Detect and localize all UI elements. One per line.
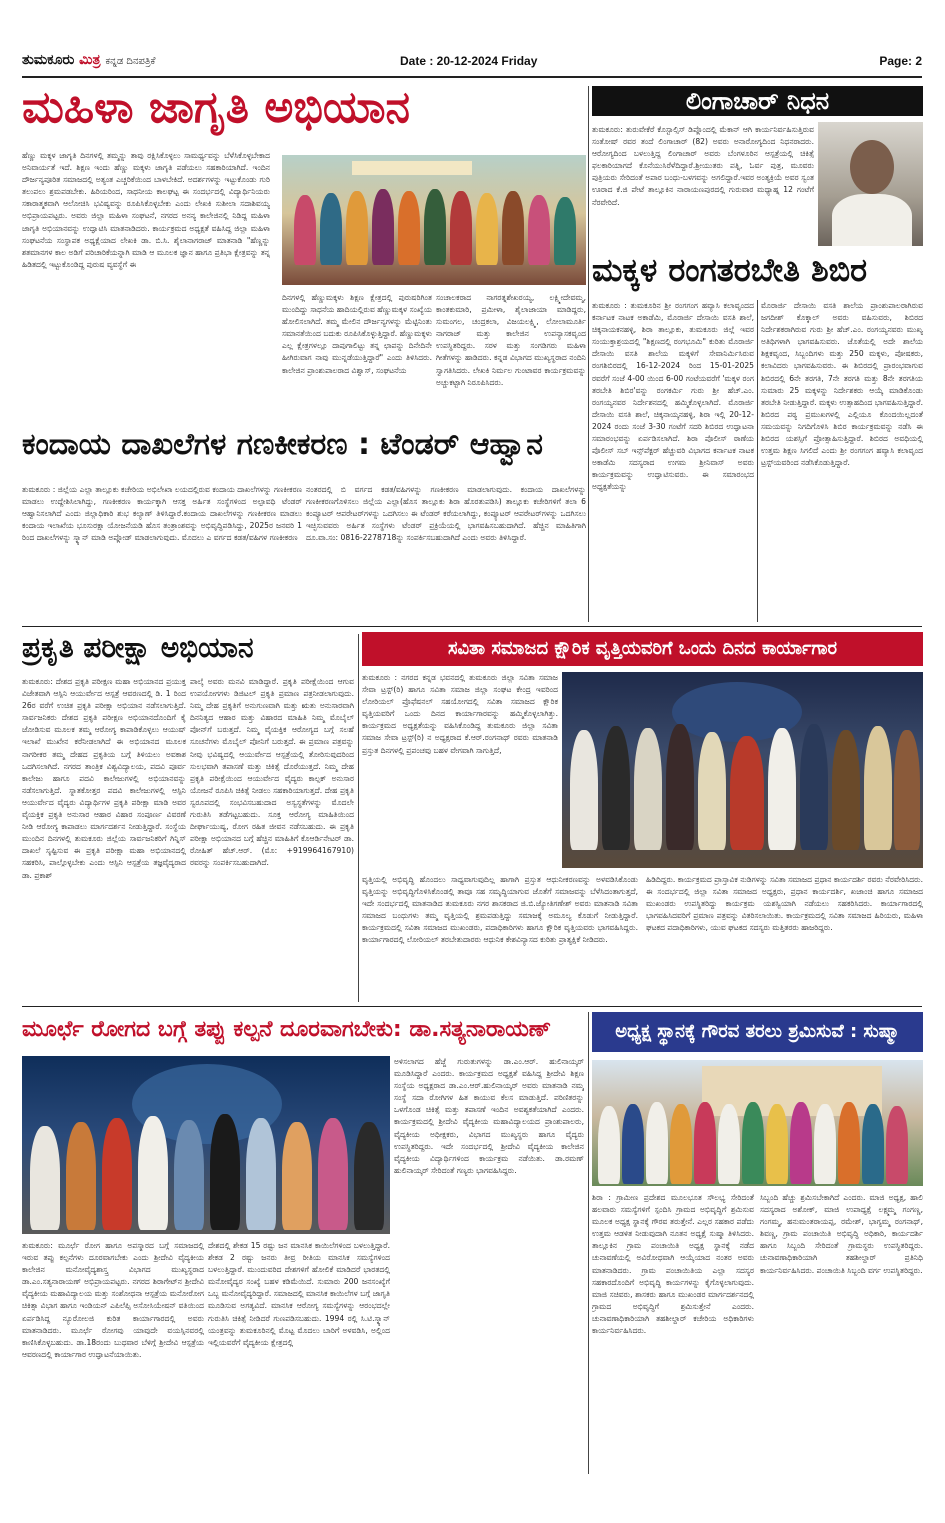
logo-accent: ಮಿತ್ರ: [79, 52, 101, 68]
moorchhe-col2: ದೇಶದಲ್ಲಿ ಶೇಕಡ 15 ರಷ್ಟು ಜನ ಮಾನಸಿಕ ಕಾಯಿಲೆಗಳಿಂದ ಬಳಲುತ್ತಿದ್ದಾರೆ. ಶೇಕಡ 2 ರಷ್ಟು ಜನರು ತೀವ್ರ ರೀತಿಯ ಮಾನಸಿಕ ಸಮಸ್ಯೆಗಳಿಂದ ಬಳಲುತ್ತಿದ್ದಾರೆ. ಮುಂದುವರಿದ ದೇಶಗಳಿಗೆ ಹೋಲಿಕೆ ಮಾಡಿದರೆ ಭಾರತದಲ್ಲಿ ಮನೋವೈದ್ಯರ ಸಂಖ್ಯೆ ಬಹಳ ಕಡಿಮೆಯಿದೆ. ಸುಮಾರು 200 ಜನಸಂಖ್ಯೆಗೆ ಒಬ್ಬ ಮನೋವೈದ್ಯರಿದ್ದಾರೆ. ಸಮಾಜದಲ್ಲಿ ಮಾನಸಿಕ ಕಾಯಿಲೆಗಳ ಬಗ್ಗೆ ಜಾಗೃತಿ ಮೂಡಿಸುವ ಅಗತ್ಯವಿದೆ. ಮಾನಸಿಕ ಆರೋಗ್ಯ ಸಮಸ್ಯೆಗಳನ್ನು ಆರಂಭದಲ್ಲೇ ಗುರುತಿಸಿ ಚಿಕಿತ್ಸೆ ನೀಡಿದರೆ ಗುಣಪಡಿಸಬಹುದು. 1994 ರಲ್ಲಿ ಸಿ.ಟಿ.ಸ್ಕ್ಯಾನ್ ಯಂತ್ರವನ್ನು ತುಮಕೂರಿನಲ್ಲಿ ಮೊಟ್ಟ ಮೊದಲು ಬಾರಿಗೆ ಅಳವಡಿಸಿ, ಅಲ್ಲಿಂದ ಇಲ್ಲಿಯವರೆಗೆ ವೈದ್ಯಕೀಯ ಕ್ಷೇತ್ರದಲ್ಲಿ: [208, 1241, 390, 1347]
savitha-col-top: ತುಮಕೂರು : ನಗರದ ಕನ್ನಡ ಭವನದಲ್ಲಿ ತುಮಕೂರು ಜಿಲ್ಲಾ ಸವಿತಾ ಸಮಾಜ ಸೇವಾ ಟ್ರಸ್ಟ್(ರಿ) ಹಾಗೂ ಸವಿತಾ ಸಮಾಜ ಜಿಲ್ಲಾ ಸಂಘಟ ಕೇಂದ್ರ ಇವರಿಂದ ಲೋರಿಯಲ್ ಪ್ರೊಫೆಷನಲ್ ಸಹಯೋಗದಲ್ಲಿ ಸವಿತಾ ಸಮಾಜದ ಕ್ಷೌರಿಕ ವೃತ್ತಿಯವರಿಗೆ ಒಂದು ದಿನದ ಕಾರ್ಯಾಗಾರವನ್ನು ಹಮ್ಮಿಕೊಳ್ಳಲಾಗಿತ್ತು. ಕಾರ್ಯಕ್ರಮದ ಅಧ್ಯಕ್ಷತೆಯನ್ನು ವಹಿಸಿಕೊಂಡಿದ್ದ ತುಮಕೂರು ಜಿಲ್ಲಾ ಸವಿತಾ ಸಮಾಜ ಸೇವಾ ಟ್ರಸ್ಟ್(ರಿ) ನ ಅಧ್ಯಕ್ಷರಾದ ಕೆ.ಆರ್.ರಂಗನಾಥ್ ರವರು ಮಾತನಾಡಿ ಪ್ರಸ್ತುತ ದಿನಗಳಲ್ಲಿ ಪ್ರಪಂಚವು ಬಹಳ ವೇಗವಾಗಿ ಸಾಗುತ್ತಿದೆ,: [362, 673, 558, 755]
sushma-col2: ಸಿಬ್ಬಂದಿ ಹೆಚ್ಚು ಶ್ರಮಿಸಬೇಕಾಗಿದೆ ಎಂದರು. ಮಾಜಿ ಅಧ್ಯಕ್ಷ, ಹಾಲಿ ಸದಸ್ಯರಾದ ಅಶೋಕ್, ಮಾಜಿ ಉಪಾಧ್ಯಕ್ಷೆ ಲಕ್ಷ್ಮಮ್ಮ ಗಂಗಣ್ಣ, ಗಂಗಮ್ಮ, ಹನುಮಂತರಾಯಪ್ಪ, ರಮೇಶ್, ಭಾಗ್ಯಮ್ಮ ರಂಗನಾಥ್, ಶಿವಣ್ಣ, ಗ್ರಾಮ ಪಂಚಾಯಿತಿ ಅಭಿವೃದ್ಧಿ ಅಧಿಕಾರಿ, ಕಾರ್ಯದರ್ಶಿ ಹಾಗೂ ಸಿಬ್ಬಂದಿ ಸೇರಿದಂತೆ ಗ್ರಾಮಸ್ಥರು ಉಪಸ್ಥಿತರಿದ್ದರು. ಚುನಾವಣಾಧಿಕಾರಿಯಾಗಿ ತಹಶೀಲ್ದಾರ್ ಪ್ರತಿನಿಧಿ ಕಾರ್ಯನಿರ್ವಹಿಸಿದರು. ಪಂಚಾಯಿತಿ ಸಿಬ್ಬಂದಿ ವರ್ಗ ಉಪಸ್ಥಿತರಿದ್ದರು.: [760, 1193, 923, 1275]
masthead-logo: [22, 52, 155, 68]
moorchhe-col3: ಅಳಿಸಲಾಗದ ಹೆಜ್ಜೆ ಗುರುತುಗಳನ್ನು ಡಾ.ಎಂ.ಆರ್. ಹುಲಿನಾಯ್ಕರ್ ಮೂಡಿಸಿದ್ದಾರೆ ಎಂದರು. ಕಾರ್ಯಕ್ರಮದ ಅಧ್ಯಕ್ಷತೆ ವಹಿಸಿದ್ದ ಶ್ರೀದೇವಿ ಶಿಕ್ಷಣ ಸಂಸ್ಥೆಯ ಅಧ್ಯಕ್ಷರಾದ ಡಾ.ಎಂ.ಆರ್.ಹುಲಿನಾಯ್ಕರ್ ಅವರು ಮಾತನಾಡಿ ನಮ್ಮ ಸಂಸ್ಥೆ ಸದಾ ರೋಗಿಗಳ ಹಿತ ಕಾಯುವ ಕೆಲಸ ಮಾಡುತ್ತಿದೆ. ಪರಿಣಿತರನ್ನು ಒಳಗೊಂಡ ಚಿಕಿತ್ಸೆ ಮತ್ತು ತಪಾಸಣೆ ಇಂದಿನ ಅವಶ್ಯಕತೆಯಾಗಿದೆ ಎಂದರು. ಕಾರ್ಯಕ್ರಮದಲ್ಲಿ ಶ್ರೀದೇವಿ ವೈದ್ಯಕೀಯ ಮಹಾವಿದ್ಯಾಲಯದ ಪ್ರಾಂಶುಪಾಲರು, ವೈದ್ಯಕೀಯ ಅಧೀಕ್ಷಕರು, ವಿಭಾಗದ ಮುಖ್ಯಸ್ಥರು ಹಾಗೂ ವೈದ್ಯರು ಉಪಸ್ಥಿತರಿದ್ದರು. ಇದೇ ಸಂದರ್ಭದಲ್ಲಿ ಶ್ರೀದೇವಿ ವೈದ್ಯಕೀಯ ಕಾಲೇಜಿನ ವೈದ್ಯಕೀಯ ವಿದ್ಯಾರ್ಥಿಗಳಿಂದ ಕಾರ್ಯಕ್ರಮ ನಡೆಯಿತು. ಡಾ.ರಮಣ್ ಹುಲಿನಾಯ್ಕರ್ ಸೇರಿದಂತೆ ಗಣ್ಯರು ಭಾಗವಹಿಸಿದ್ದರು.: [394, 1057, 584, 1175]
kandaya-col1: ತುಮಕೂರು : ಜಿಲ್ಲೆಯ ಎಲ್ಲಾ ತಾಲ್ಲೂಕು ಕಚೇರಿಯ ಅಭಿಲೇಖಾ ಲಯದಲ್ಲಿರುವ ಕಂದಾಯ ದಾಖಲೆಗಳನ್ನು ಗಣಕೀಕರಣ ಮಾಡಲು ಉದ್ದೇಶಿಸಿಲಾಗಿದ್ದು, ಗಣಕೀಕರಣ ಕಾರ್ಯಕ್ಕಾಗಿ ಆಸಕ್ತ ಅರ್ಹಿತ ಸಂಸ್ಥೆಗಳಿಂದ ಅಲ್ಪಾವಧಿ ಟೆಂಡರ್ ಆಹ್ವಾನಿಸಲಾಗಿದೆ ಎಂದು ಜಿಲ್ಲಾಧಿಕಾರಿ ಶುಭ ಕಲ್ಯಾಣ್ ತಿಳಿಸಿದ್ದಾರೆ.ಕಂದಾಯ ದಾಖಲೆಗಳನ್ನು ಗಣಕೀಕರಣ ಮಾಡಲು ಕಂದಾಯ ಇಲಾಖೆಯ ಭೂಸುರಕ್ಷಾ ಯೋಜನೆಯಡಿ ಹೊಸ ತಂತ್ರಾಂಶವನ್ನು ಅಭಿವೃದ್ಧಿಪಡಿಸಿದ್ದು, 2025ರ ಜನವರಿ 1 ರಿಂದ ದಾಖಲೆಗಳನ್ನು ಸ್ಕ್ಯಾನ್ ಮಾಡಿ ಅಪ್ಲೋಡ್ ಮಾಡಲಾಗುವುದು. ಮೊದಲು ಎ ವರ್ಗದ ಕಡತ/ವಹಿಗಳ ಗಣಕೀಕರಣ: [22, 485, 302, 543]
logo-main: ತುಮಕೂರು: [22, 52, 75, 68]
ranga-headline: ಮಕ್ಕಳ ರಂಗತರಬೇತಿ ಶಿಬಿರ: [592, 254, 868, 289]
sushma-photo: [592, 1060, 923, 1186]
sushma-headline: ಅಧ್ಯಕ್ಷ ಸ್ಥಾನಕ್ಕೆ ಗೌರವ ತರಲು ಶ್ರಮಿಸುವೆ : ಸುಷ್ಮಾ: [592, 1012, 923, 1052]
mahila-col2: ದಿನಗಳಲ್ಲಿ ಹೆಣ್ಣುಮಕ್ಕಳು ಶಿಕ್ಷಣ ಕ್ಷೇತ್ರದಲ್ಲಿ ಪುರುಷರಿಗಿಂತ ಮುಂದಿದ್ದು ಸಾಧನೆಯ ಹಾದಿಯಲ್ಲಿರುವ ಹೆಣ್ಣುಮಕ್ಕಳ ಸಂಖ್ಯೆಯ ಹೋಲಿಸಲಾಗಿದೆ. ತಮ್ಮ ಮೇಲಿನ ದೌರ್ಜನ್ಯಗಳನ್ನು ಮೆಟ್ಟಿನಿಂತು ಸಮಾನತೆಯಿಂದ ಬದುಕು ರೂಪಿಸಿಕೊಳ್ಳುತ್ತಿದ್ದಾರೆ. ಹೆಣ್ಣುಮಕ್ಕಳು ಎಲ್ಲ ಕ್ಷೇತ್ರಗಳಲ್ಲೂ ದಾಪುಗಾಲಿಟ್ಟು ತನ್ನ ಛಾಪನ್ನು ದಿನೇದಿನೇ ಹೀಗಿರುವಾಗ ನಾವು ಮುನ್ನಡೆಯುತ್ತಿದ್ದಾರೆ" ಎಂದು ತಿಳಿಸಿದರು. ಕಾಲೇಜಿನ ಪ್ರಾಂಶುಪಾಲರಾದ ವಿಶ್ವಾಸ್, ಸಂಘಟನೆಯ: [282, 293, 432, 375]
lingachar-body: ತುಮಕೂರು: ತುರುವೇಕೆರೆ ಕೊಸ್ಟಾಲ್ಸಿಸ್ ಡಿಪ್ಲೊಂದಲ್ಲಿ ಮೆಕಾನ್ ಆಗಿ ಕಾರ್ಯನಿರ್ವಹಿಸುತ್ತಿರುವ ಸಂತೋಷ್ ರವರ ತಂದೆ ಲಿಂಗಾಚಾರ್ (82) ಅವರು ಅನಾರೋಗ್ಯದಿಂದ ನಿಧನರಾದರು. ಆರೋಗ್ಯದಿಂದ ಬಳಲುತ್ತಿದ್ದ ಲಿಂಗಾಚಾರ್ ಅವರು ಬೆಂಗಳೂರಿನ ಆಸ್ಪತ್ರೆಯಲ್ಲಿ ಚಿಕಿತ್ಸೆ ಫಲಕಾರಿಯಾಗದೆ ಕೊನೆಯುಸಿರೆಳೆದಿದ್ದಾರೆ.ಶ್ರೀಯುತರು ಪತ್ನಿ, ಓರ್ವ ಪುತ್ರ, ಮೂವರು ಪುತ್ರಿಯರು ಸೇರಿದಂತೆ ಅಪಾರ ಬಂಧು-ಬಳಗವನ್ನು ಅಗಲಿದ್ದಾರೆ.ಇವರ ಅಂತ್ಯಕ್ರಿಯೆ ಅವರ ಸ್ವಂತ ಊರಾದ ಕೆ.ಜಿ ಪೇಟೆ ತಾಲ್ಲೂಕಿನ ನಾರಾಯಣಪುರದಲ್ಲಿ ಗುರುವಾರ ಮಧ್ಯಾಹ್ನ 12 ಗಂಟೆಗೆ ನೆರವೇರಿದೆ.: [592, 125, 814, 207]
section-rule-1: [22, 626, 922, 627]
lingachar-headline: ಲಿಂಗಾಚಾರ್ ನಿಧನ: [592, 86, 923, 116]
prakruti-col2: ಪಾಲ್ಕೆ ಅವರು ಮನವಿ ಮಾಡಿದ್ದಾರೆ. ಪ್ರಕೃತಿ ಪರೀಕ್ಷೆಯಿಂದ ಆಗುವ ಉಪಯೋಗಗಳು ಡಿಜಿಟಲ್ ಪ್ರಕೃತಿ ಪ್ರಮಾಣ ಪತ್ರನೀಡಲಾಗುವುದು. ನಿಮ್ಮ ದೇಹ ಪ್ರಕೃತಿಗೆ ಅನುಗುಣವಾಗಿ ಮತ್ತು ಋತು ಅನುಸಾರವಾಗಿ ದಿನನಿತ್ಯದ ಆಹಾರ ಮತ್ತು ವಿಹಾರದ ಮಾಹಿತಿ ನಿಮ್ಮ ಮೊಬೈಲ್ ಪೋನ್‌ಗೆ ಬರುತ್ತದೆ. ನಿಮ್ಮ ವೈಯಕ್ತಿಕ ಆರೋಗ್ಯದ ಬಗ್ಗೆ ಸಲಹೆ ಸೂಚನೆಗಳು ಮೊಬೈಲ್ ಪೋನಿಗೆ ಬರುತ್ತದೆ. ಈ ಪ್ರಮಾಣ ಪತ್ರವನ್ನು ನೀವು ಭವಿಷ್ಯದಲ್ಲಿ ಆಯುರ್ವೇದ ಆಸ್ಪತ್ರೆಯಲ್ಲಿ ತೋರಿಸುವುದರಿಂದ ಸುಲಭವಾಗಿ ತಪಾಸಣೆ ಮತ್ತು ಚಿಕಿತ್ಸೆ ದೊರೆಯುತ್ತದೆ. ನಿಮ್ಮ ದೇಹ ಪ್ರಕೃತಿ ಪರೀಕ್ಷೆಯಿಂದ ಆಯುರ್ವೇದ ವೈದ್ಯರು ಕಾಲ್ಪಕ್ ಅನುಸಾರ ಯೋಜನೆ ರೂಪಿಸಿ ಚಿಕಿತ್ಸೆ ನೀಡಲು ಸಹಕಾರಿಯಾಗುತ್ತದೆ. ದೇಹ ಪ್ರಕೃತಿ ಸ್ವರೂಪದಲ್ಲಿ ಸಂಭವಿಸಬಹುದಾದ ಅಸ್ವಸ್ಥತೆಗಳನ್ನು ಮೊದಲೇ ಗುರುತಿಸಿ ತಡೆಗಟ್ಟಬಹುದು. ಸೂಕ್ತ ಆರೋಗ್ಯ ಮಾಹಿತಿಯಿಂದ ದೀರ್ಘಾಯುಷ್ಯ, ರೋಗ ರಹಿತ ಜೀವನ ನಡೆಸಬಹುದು. ಈ ಪ್ರಕೃತಿ ಪರೀಕ್ಷಾ ಅಭಿಯಾನದ ಬಗ್ಗೆ ಹೆಚ್ಚಿನ ಮಾಹಿತಿಗೆ ಕೊಆರ್ಡಿನೇಟರ್ ಡಾ. ರೋಹಿತ್ ಹೆಚ್.ಆರ್. (ಮೊ: +919964167910) ರವರನ್ನು ಸಂಪರ್ಕಿಸಬಹುದಾಗಿದೆ.: [190, 677, 354, 868]
mid-column-divider: [358, 634, 359, 1002]
mahila-col1: ಹೆಣ್ಣು ಮಕ್ಕಳ ಜಾಗೃತಿ ದಿನಗಳಲ್ಲಿ ತಮ್ಮನ್ನು ತಾವು ರಕ್ಷಿಸಿಕೊಳ್ಳಲು ಸಾಮರ್ಥ್ಯವನ್ನು ಬೆಳೆಸಿಕೊಳ್ಳಬೇಕಾದ ಅನಿವಾರ್ಯತೆ ಇದೆ. ಶಿಕ್ಷಣ ಇಂದು ಹೆಣ್ಣು ಮಕ್ಕಳು ಜಾಗೃತಿ ಪಡೆಯಲು ಸಹಕಾರಿಯಾಗಿದೆ. ಇಂದಿನ ದೌರ್ಜನ್ಯಪೂರಿತ ಸಮಾಜದಲ್ಲಿ ಅತ್ಯಂತ ಎಚ್ಚರಿಕೆಯಿಂದ ಬಾಳಬೇಕಿದೆ. ಅದರ್ಶಗಳನ್ನು ಇಟ್ಟುಕೊಂಡು ಗುರಿ ತಲುಪಲು ಶ್ರಮಪಡಬೇಕು. ಹಿರಿಯರಿಂದ, ಸಾಧನೀಯ ಕಾಲಘಟ್ಟ ಈ ಸಂದರ್ಭದಲ್ಲಿ ವಿದ್ಯಾರ್ಥಿನಿಯರು ಸಕಾರಾತ್ಮಕವಾಗಿ ಆಲೋಚಿಸಿ ಭವಿಷ್ಯವನ್ನು ರೂಪಿಸಿಕೊಳ್ಳಬೇಕು ಎಂದು ಲೇಖಕಿ ಸುಶೀಲಾ ಸದಾಶಿವಯ್ಯ ಅಭಿಪ್ರಾಯಪಟ್ಟರು. ಅವರು ಜಿಲ್ಲಾ ಮಹಿಳಾ ಸಂಘಟನೆ, ನಗರದ ಅನನ್ಯ ಕಾಲೇಜಿನಲ್ಲಿ ನಿಡಿದ್ದ ಮಹಿಳಾ ಜಾಗೃತಿ ಅಭಿಯಾನವನ್ನು ಉದ್ಘಾಟಿಸಿ ಮಾತನಾಡಿದರು. ಕಾರ್ಯಕ್ರಮದ ಅಧ್ಯಕ್ಷತೆ ವಹಿಸಿದ್ದ ಜಿಲ್ಲಾ ಮಹಿಳಾ ಸಂಘಟನೆಯ ಸಂಸ್ಥಾಪಕ ಅಧ್ಯಕ್ಷೆಯಾದ ಲೇಖಕಿ ಡಾ. ಬಿ.ಸಿ. ಶೈಲಾನಾಗರಾಜ್ ಮಾತನಾಡಿ "ಹೆಣ್ಣನ್ನು ಶತಮಾನಗಳ ಕಾಲ ಅಡಿಗೆ ಪರಿಚಾರಿಕೆಯನ್ನಾಗಿ ಮಾಡಿ ಆ ಮೂಲಕ ಜ್ಞಾನ ಹಾಗೂ ಪ್ರತಿಭಾ ಕ್ಷೇತ್ರವನ್ನು ತನ್ನ ಹಿಡಿತದಲ್ಲಿ ಇಟ್ಟುಕೊಂಡಿದ್ದ ಪುರುಷ ವ್ಯವಸ್ಥೆಗೆ ಈ: [22, 151, 270, 269]
kandaya-col2: ನಂತರದಲ್ಲಿ ಬಿ ವರ್ಗದ ಕಡತ/ವಹಿಗಳನ್ನು ಗಣಕೀಕರಣ ಮಾಡಲಾಗುವುದು. ಕಂದಾಯ ದಾಖಲೆಗಳನ್ನು ಗಣಕೀಕರಣಗೊಳಿಸಲು ಜಿಲ್ಲೆಯ ಎಲ್ಲಾ(ಹೊಸ ತಾಲ್ಲೂಕು ಶಿರಾ ಹೊರತುಪಡಿಸಿ) ತಾಲ್ಲೂಕು ಕಚೇರಿಗಳಿಗೆ ತಲಾ 6 ಕಂಪ್ಯೂಟರ್ ಆಪರೇಟರ್‌ಗಳನ್ನು ಒದಗಿಸಲು ಈ ಟೆಂಡರ್ ಕರೆಯಲಾಗಿದ್ದು, ಕಂಪ್ಯೂಟರ್ ಆಪರೇಟರ್‌ಗಳನ್ನು ಒದಗಿಸಲು ಇಚ್ಛಿಸುವವರು ಅರ್ಹಿತ ಸಂಸ್ಥೆಗಳು ಟೆಂಡರ್ ಪ್ರಕ್ರಿಯೆಯಲ್ಲಿ ಭಾಗವಹಿಸಬಹುದಾಗಿದೆ. ಹೆಚ್ಚಿನ ಮಾಹಿತಿಗಾಗಿ ದೂ.ವಾ.ಸಂ: 0816-2278718ನ್ನು ಸಂಪರ್ಕಿಸಬಹುದಾಗಿದೆ ಎಂದು ಅವರು ತಿಳಿಸಿದ್ದಾರೆ.: [306, 485, 586, 543]
lingachar-portrait: [818, 122, 923, 246]
ranga-col1: ತುಮಕೂರು : ತುಮಕೂರಿನ ಶ್ರೀ ರಂಗಗಂಗ ಹವ್ಯಾಸಿ ಕಲಾವೃಂದದ ಕರ್ನಾಟಕ ನಾಟಕ ಅಕಾಡೆಮಿ, ಮೊರಾರ್ಜಿ ದೇಸಾಯಿ ವಸತಿ ಶಾಲೆ, ಚಿಕ್ಕನಾಯಕನಹಳ್ಳಿ, ಶಿರಾ ತಾಲ್ಲೂಕು, ತುಮಕೂರು ಜಿಲ್ಲೆ ಇವರ ಸಂಯುಕ್ತಾಶ್ರಯದಲ್ಲಿ "ಶಿಕ್ಷಣದಲ್ಲಿ ರಂಗಭೂಮಿ" ಕುರಿತು ಮೊರಾರ್ಜಿ ದೇಸಾಯಿ ವಸತಿ ಶಾಲೆಯ ಮಕ್ಕಳಿಗೆ ಸೇವಾನಿರ್ಮಿಸಿರುವ ರಂಗಶಿಬಿರದಲ್ಲಿ 16-12-2024 ರಿಂದ 15-01-2025 ರವರೆಗೆ ಸಂಜೆ 4-00 ಯಿಂದ 6-00 ಗಂಟೆಯವರೆಗೆ 'ಮಕ್ಕಳ ರಂಗ ತರಬೇತಿ ಶಿಬಿರ'ವನ್ನು ರಂಗಕರ್ಮಿ ಗುರು ಶ್ರೀ ಹೆಚ್.ಎಂ. ರಂಗಯ್ಯನವರ ನಿರ್ದೇಶನದಲ್ಲಿ ಹಮ್ಮಿಕೊಳ್ಳಲಾಗಿದೆ. ಮೊರಾರ್ಜಿ ದೇಸಾಯಿ ವಸತಿ ಶಾಲೆ, ಚಿಕ್ಕನಾಯ್ಕನಹಳ್ಳಿ, ಶಿರಾ ಇಲ್ಲಿ 20-12-2024 ರಂದು ಸಂಜೆ 3-30 ಗಂಟೆಗೆ ಸದರಿ ಶಿಬಿರದ ಉದ್ಘಾಟನಾ ಸಮಾರಂಭವನ್ನು ಏರ್ಪಡಿಸಲಾಗಿದೆ. ಶಿರಾ ಪೊಲೀಸ್ ಠಾಣೆಯ ಪೊಲೀಸ್ ಸಬ್ ಇನ್ಸ್‌ಪೆಕ್ಟರ್ ಹೆಚ್ಚುವರಿ ವಿಭಾಗದ ಕರ್ನಾಟಕ ನಾಟಕ ಅಕಾಡೆಮಿ ಸದಸ್ಯರಾದ ಉಗಮ ಶ್ರೀನಿವಾಸ್ ಅವರು ಕಾರ್ಯಕ್ರಮವನ್ನು ಉದ್ಘಾಟಿಸುವರು. ಈ ಸಮಾರಂಭದ ಅಧ್ಯಕ್ಷತೆಯನ್ನು: [592, 301, 754, 492]
mahila-photo: [282, 155, 586, 285]
moorchhe-headline: ಮೂರ್ಛೆ ರೋಗದ ಬಗ್ಗೆ ತಪ್ಪು ಕಲ್ಪನೆ ದೂರವಾಗಬೇಕು: ಡಾ.ಸತ್ಯನಾರಾಯಣ್: [22, 1017, 552, 1042]
savitha-col2: ಹಿಡಿದಿದ್ದರು. ಕಾರ್ಯಕ್ರಮದ ಪ್ರಾಸ್ತಾವಿಕ ನುಡಿಗಳನ್ನು ಸವಿತಾ ಸಮಾಜದ ಪ್ರಧಾನ ಕಾರ್ಯದರ್ಶಿ ರವರು ನೆರವೇರಿಸಿದರು. ಈ ಸಂದರ್ಭದಲ್ಲಿ ಜಿಲ್ಲಾ ಸವಿತಾ ಸಮಾಜದ ಅಧ್ಯಕ್ಷರು, ಪ್ರಧಾನ ಕಾರ್ಯದರ್ಶಿ, ಖಜಾಂಚಿ ಹಾಗೂ ಸಮಾಜದ ಮುಖಂಡರು ಉಪಸ್ಥಿತರಿದ್ದು ಕಾರ್ಯಕ್ರಮ ಯಶಸ್ವಿಯಾಗಿ ನಡೆಯಲು ಸಹಕರಿಸಿದರು. ಕಾರ್ಯಾಗಾರದಲ್ಲಿ ಭಾಗವಹಿಸಿದವರಿಗೆ ಪ್ರಮಾಣ ಪತ್ರವನ್ನು ವಿತರಿಸಲಾಯಿತು. ಕಾರ್ಯಕ್ರಮದಲ್ಲಿ ಸವಿತಾ ಸಮಾಜದ ಹಿರಿಯರು, ಮಹಿಳಾ ಘಟಕದ ಪದಾಧಿಕಾರಿಗಳು, ಯುವ ಘಟಕದ ಸದಸ್ಯರು ಮತ್ತಿತರರು ಹಾಜರಿದ್ದರು.: [646, 875, 923, 933]
moorchhe-col1: ತುಮಕೂರು: ಮೂರ್ಛೆ ರೋಗ ಹಾಗೂ ಅಪಸ್ಮಾರದ ಬಗ್ಗೆ ಸಮಾಜದಲ್ಲಿ ಇರುವ ತಪ್ಪು ಕಲ್ಪನೆಗಳು ದೂರವಾಗಬೇಕು ಎಂದು ಶ್ರೀದೇವಿ ವೈದ್ಯಕೀಯ ಕಾಲೇಜಿನ ಮನೋವೈದ್ಯಶಾಸ್ತ್ರ ವಿಭಾಗದ ಮುಖ್ಯಸ್ಥರಾದ ಡಾ.ಎಂ.ಸತ್ಯನಾರಾಯಣ್ ಅಭಿಪ್ರಾಯಪಟ್ಟರು. ನಗರದ ಶಿರಾಗೇಟ್‌ನ ಶ್ರೀದೇವಿ ವೈದ್ಯಕೀಯ ಮಹಾವಿದ್ಯಾಲಯ ಮತ್ತು ಸಂಶೋಧನಾ ಆಸ್ಪತ್ರೆಯ ಮನೋರೋಗ ಚಿಕಿತ್ಸಾ ವಿಭಾಗ ಹಾಗೂ ಇಂಡಿಯನ್ ಎಪಿಲೆಪ್ಸಿ ಅಸೋಸಿಯೇಷನ್ ವತಿಯಿಂದ ಏರ್ಪಡಿಸಿದ್ದ ನ್ಯೂರೋಲಜಿ ಕುರಿತ ಕಾರ್ಯಾಗಾರದಲ್ಲಿ ಅವರು ಮಾತನಾಡಿದರು. ಮೂರ್ಛೆ ರೋಗವು ಯಾವುದೇ ವಯಸ್ಸಿನವರಲ್ಲಿ ಕಾಣಿಸಿಕೊಳ್ಳಬಹುದು. ಡಾ.18ರಂದು ಬುಧವಾರ ಬೆಳಿಗ್ಗೆ ಶ್ರೀದೇವಿ ಆಸ್ಪತ್ರೆಯ ಆವರಣದಲ್ಲಿ ಕಾರ್ಯಾಗಾರ ಉದ್ಘಾಟನೆಯಾಯಿತು.: [22, 1241, 204, 1359]
issue-date: Date : 20-12-2024 Friday: [400, 54, 538, 68]
section-rule-2: [22, 1006, 922, 1007]
kandaya-headline: ಕಂದಾಯ ದಾಖಲೆಗಳ ಗಣಕೀಕರಣ : ಟೆಂಡರ್ ಆಹ್ವಾನ: [22, 430, 543, 462]
savitha-headline: ಸವಿತಾ ಸಮಾಜದ ಕ್ಷೌರಿಕ ವೃತ್ತಿಯವರಿಗೆ ಒಂದು ದಿನದ ಕಾರ್ಯಾಗಾರ: [362, 632, 923, 666]
mahila-headline: ಮಹಿಳಾ ಜಾಗೃತಿ ಅಭಿಯಾನ: [22, 86, 411, 133]
savitha-col1: ವೃತ್ತಿಯಲ್ಲಿ ಅಭಿವೃದ್ಧಿ ಹೊಂದಲು ಸಾಧ್ಯವಾಗುವುದಿಲ್ಲ ಹಾಗಾಗಿ ಪ್ರಸ್ತುತ ಆಧುನೀಕರಣವನ್ನು ಅಳವಡಿಸಿಕೊಂಡು ವೃತ್ತಿಯನ್ನು ಅಭಿವೃದ್ಧಿಗೊಳಿಸಿಕೊಂಡಲ್ಲಿ ತಾವೂ ಸಹ ಸಮೃದ್ಧಿಯಾಗುವ ಜೊತೆಗೆ ಸಮಾಜವನ್ನು ಬೆಳೆಸಿದಂತಾಗುತ್ತದೆ, ಇದೇ ಸಂದರ್ಭದಲ್ಲಿ ಮಾತನಾಡಿದ ತುಮಕೂರು ನಗರ ಶಾಸಕರಾದ ಜಿ.ಬಿ.ಜ್ಯೋತಿಗಣೇಶ್ ಅವರು ಮಾತನಾಡಿ ಸವಿತಾ ಸಮಾಜದ ಬಂಧುಗಳು ತಮ್ಮ ವೃತ್ತಿಯಲ್ಲಿ ಶ್ರಮಪಡುತ್ತಿದ್ದು ಸಮಾಜಕ್ಕೆ ಅಮೂಲ್ಯ ಕೊಡುಗೆ ನೀಡುತ್ತಿದ್ದಾರೆ. ಕಾರ್ಯಕ್ರಮದಲ್ಲಿ ಸವಿತಾ ಸಮಾಜದ ಮುಖಂಡರು, ಪದಾಧಿಕಾರಿಗಳು ಹಾಗೂ ಕ್ಷೌರಿಕ ವೃತ್ತಿಯವರು ಭಾಗವಹಿಸಿದ್ದರು. ಕಾರ್ಯಾಗಾರದಲ್ಲಿ ಲೋರಿಯಲ್ ತರಬೇತುದಾರರು ಆಧುನಿಕ ಕೇಶವಿನ್ಯಾಸದ ಕುರಿತು ಪ್ರಾತ್ಯಕ್ಷಿಕೆ ನೀಡಿದರು.: [362, 875, 638, 945]
ranga-divider: [757, 300, 758, 622]
prakruti-headline: ಪ್ರಕೃತಿ ಪರೀಕ್ಷಾ ಅಭಿಯಾನ: [22, 634, 254, 664]
prakruti-col1: ತುಮಕೂರು: ದೇಶದ ಪ್ರಕೃತಿ ಪರೀಕ್ಷಣ ಮಹಾ ಅಭಿಯಾನದ ಪ್ರಯುಕ್ತ ವಿಜೇತವಾಗಿ ಆಸ್ಪಿನಿ ಆಯುರ್ವೇದ ಆಸ್ಪತ್ರೆ ಆವರಣದಲ್ಲಿ ಡಿ. 1 ರಿಂದ 26ರ ವರೆಗೆ ಉಚಿತ ಪ್ರಕೃತಿ ಪರೀಕ್ಷಾ ಅಭಿಯಾನ ನಡೆಸಲಾಗುತ್ತಿದೆ. ಸಾರ್ವಜನಿಕರು ದೇಶದ ಪ್ರಕೃತಿ ಪರೀಕ್ಷಣ ಅಭಿಯಾನದೊಂದಿಗೆ ಕೈ ಜೋಡಿಸುವ ಮೂಲಕ ತಮ್ಮ ಆರೋಗ್ಯ ಕಾಪಾಡಿಕೊಳ್ಳಲು ಆಯುಷ್ ಇಲಾಖೆ ಮುಖೇನ ಕರೆನೀಡಲಾಗಿದೆ ಈ ಅಭಿಯಾನದ ಮೂಲಕ ನಾಗರೀಕರ ತಮ್ಮ ದೇಹದ ಪ್ರಕೃತಿಯ ಬಗ್ಗೆ ತಿಳಿಯಲು ಅವಕಾಶ ಒದಗಿಸಲಾಗಿದೆ. ನಗರದ ತಾಂತ್ರಿಕ ವಿಶ್ವವಿದ್ಯಾಲಯ, ಪದವಿ ಪೂರ್ವ ಕಾಲೇಜು ಹಾಗೂ ಪದವಿ ಕಾಲೇಜುಗಳಲ್ಲಿ ಅಭಿಯಾನವನ್ನು ನಡೆಸಲಾಗುತ್ತಿದೆ. ಸ್ನಾತಕೋತ್ತರ ಪದವಿ ಕಾಲೇಜುಗಳಲ್ಲಿ ಆಸ್ಪಿನಿ ಆಯುರ್ವೇದ ವೈದ್ಯರು ವಿದ್ಯಾರ್ಥಿಗಳ ಪ್ರಕೃತಿ ಪರೀಕ್ಷಾ ಮಾಡಿ ಅವರ ವೈಯಕ್ತಿಕ ಪ್ರಕೃತಿ ಅನುಸಾರ ಆಹಾರ ವಿಹಾರ ಸಂಪೂರ್ಣ ವಿವರಣೆ ನೀಡಿ ಆರೋಗ್ಯ ಕಾಪಾಡಲು ಮಾರ್ಗದರ್ಶನ ನೀಡುತ್ತಿದ್ದಾರೆ. ಸಂಸ್ಥೆಯ ಮುಂದಿನ ದಿನಗಳಲ್ಲಿ ತುಮಕೂರು ಜಿಲ್ಲೆಯ ಸಾರ್ವಜನಿಕರಿಗೆ ಗಿನ್ನಿಸ್ ದಾಖಲೆ ಸೃಷ್ಟಿಸುವ ಈ ಪ್ರಕೃತಿ ಪರೀಕ್ಷಾ ಮಹಾ ಅಭಿಯಾನದಲ್ಲಿ ಸಹಕರಿಸಿ, ಪಾಲ್ಗೊಳ್ಳಬೇಕು ಎಂದು ಆಸ್ಪಿನಿ ಆಸ್ಪತ್ರೆಯ ತಜ್ಞವೈದ್ಯರಾದ ಡಾ. ಪ್ರಕಾಶ್: [22, 677, 186, 880]
banner-in-photo: [352, 161, 472, 175]
bottom-column-divider: [588, 1012, 589, 1474]
mahila-col3: ಸಂಚಾಲಕರಾದ ನಾಗರತ್ನಶೇಖರಯ್ಯ, ಲಕ್ಷ್ಮೀದೇವಮ್ಮ, ಕಾಂತಕುಮಾರಿ, ಪ್ರಮೀಳಾ, ಶೈಲಾಜಾಯಾ ಮಾಡಿದ್ದರು, ಸುಮಂಗಲ, ಚಂದ್ರಕಲಾ, ವಿಜಯಲಕ್ಷ್ಮಿ, ಲೋಲಾಮೂರ್ತಿ ನಾಗರಾಜ್ ಮತ್ತು ಕಾಲೇಜಿನ ಉಪನ್ಯಾಸಕವೃಂದ ಉಪಸ್ಥಿತರಿದ್ದರು. ಸರಳ ಮತ್ತು ಸಂಗಡಿಗರು ಮಹಿಳಾ ಗೀತೆಗಳನ್ನು ಹಾಡಿದರು. ಕನ್ನಡ ವಿಭಾಗದ ಮುಖ್ಯಸ್ಥರಾದ ನಂದಿನಿ ಸ್ವಾಗತಿಸಿದರು. ಲೇಖಕಿ ನಿರ್ಮಲ ಗುಂಟಾವರ ಕಾರ್ಯಕ್ರಮವನ್ನು ಅಚ್ಚುಕಟ್ಟಾಗಿ ನಿರೂಪಿಸಿದರು.: [436, 293, 586, 387]
logo-sub: ಕನ್ನಡ ದಿನಪತ್ರಿಕೆ: [105, 56, 156, 67]
masthead-rule: [22, 76, 922, 78]
top-column-divider: [588, 86, 589, 622]
sushma-col1: ಶಿರಾ : ಗ್ರಾಮೀಣ ಪ್ರದೇಶದ ಮೂಲಭೂತ ಸೌಲಭ್ಯ ಸೇರಿದಂತೆ ಹಲವಾರು ಸಮಸ್ಯೆಗಳಿಗೆ ಸ್ಪಂದಿಸಿ ಗ್ರಾಮದ ಅಭಿವೃದ್ಧಿಗೆ ಶ್ರಮಿಸುವ ಮೂಲಕ ಅಧ್ಯಕ್ಷ ಸ್ಥಾನಕ್ಕೆ ಗೌರವ ತರುತ್ತೇನೆ. ಎಲ್ಲರ ಸಹಕಾರ ಪಡೆದು ಉತ್ತಮ ಆಡಳಿತ ನೀಡುವುದಾಗಿ ನೂತನ ಅಧ್ಯಕ್ಷೆ ಸುಷ್ಮಾ ತಿಳಿಸಿದರು. ತಾಲ್ಲೂಕಿನ ಗ್ರಾಮ ಪಂಚಾಯಿತಿ ಅಧ್ಯಕ್ಷ ಸ್ಥಾನಕ್ಕೆ ನಡೆದ ಚುನಾವಣೆಯಲ್ಲಿ ಅವಿರೋಧವಾಗಿ ಆಯ್ಕೆಯಾದ ನಂತರ ಅವರು ಮಾತನಾಡಿದರು. ಗ್ರಾಮ ಪಂಚಾಯಿತಿಯ ಎಲ್ಲಾ ಸದಸ್ಯರ ಸಹಕಾರದೊಂದಿಗೆ ಅಭಿವೃದ್ಧಿ ಕಾರ್ಯಗಳನ್ನು ಕೈಗೊಳ್ಳಲಾಗುವುದು. ಮಾಜಿ ಸಚಿವರು, ಶಾಸಕರು ಹಾಗೂ ಮುಖಂಡರ ಮಾರ್ಗದರ್ಶನದಲ್ಲಿ ಗ್ರಾಮದ ಅಭಿವೃದ್ಧಿಗೆ ಶ್ರಮಿಸುತ್ತೇನೆ ಎಂದರು. ಚುನಾವಣಾಧಿಕಾರಿಯಾಗಿ ತಹಶೀಲ್ದಾರ್ ಕಚೇರಿಯ ಅಧಿಕಾರಿಗಳು ಕಾರ್ಯನಿರ್ವಹಿಸಿದರು.: [592, 1193, 754, 1336]
moorchhe-photo: [22, 1056, 390, 1234]
ranga-col2: ಮೊರಾರ್ಜಿ ದೇಸಾಯಿ ವಸತಿ ಶಾಲೆಯ ಪ್ರಾಂಶುಪಾಲರಾಗಿರುವ ಜಗದೀಶ್ ಕೊಕ್ಕಾಲ್ ಅವರು ವಹಿಸುವರು, ಶಿಬಿರದ ನಿರ್ದೇಶಕರಾಗಿರುವ ಗುರು ಶ್ರೀ ಹೆಚ್.ಎಂ. ರಂಗಯ್ಯನವರು ಮುಖ್ಯ ಅತಿಥಿಗಳಾಗಿ ಭಾಗವಹಿಸುವರು. ಜೊತೆಯಲ್ಲಿ ಅದೇ ಶಾಲೆಯ ಶಿಕ್ಷಕವೃಂದ, ಸಿಬ್ಬಂದಿಗಳು ಮತ್ತು 250 ಮಕ್ಕಳು, ಪೋಷಕರು, ಕಲಾವಿದರು ಭಾಗವಹಿಸುವರು. ಈ ಶಿಬಿರದಲ್ಲಿ ಪ್ರಾರಂಭವಾಗುವ ಶಿಬಿರದಲ್ಲಿ 6ನೇ ತರಗತಿ, 7ನೇ ತರಗತಿ ಮತ್ತು 8ನೇ ತರಗತಿಯ ಸುಮಾರು 25 ಮಕ್ಕಳನ್ನು ನಿರ್ದೇಶಕರು ಆಯ್ಕೆ ಮಾಡಿಕೊಂಡು ತರಬೇತಿ ನೀಡುತ್ತಿದ್ದಾರೆ. ಮಕ್ಕಳು ಉತ್ಸಾಹದಿಂದ ಭಾಗವಹಿಸುತ್ತಿದ್ದಾರೆ. ಶಿಬಿರದ ಪಠ್ಯ ಪ್ರಮುಖಗಳಲ್ಲಿ ಎಲ್ಲಿಯೂ ಕೊಂದಯಿಲ್ಲದಂತೆ ಸಮಯವನ್ನು ನಿಗದಿಗೊಳಿಸಿ ಶಿಬಿರ ಕಾರ್ಯಕ್ರಮವನ್ನು ನಡೆಸಿ ಈ ಶಿಬಿರದ ಯಶಸ್ಸಿಗೆ ಪ್ರೋತ್ಸಾಹಿಸುತ್ತಿದ್ದಾರೆ. ಶಿಬಿರದ ಅವಧಿಯಲ್ಲಿ ಉತ್ತಮ ಶಿಕ್ಷಣ ಸಿಗಲಿದೆ ಎಂದು ಶ್ರೀ ರಂಗಗಂಗ ಹವ್ಯಾಸಿ ಕಲಾವೃಂದ ಟ್ರಸ್ಟ್‌ಯವರಿಂದ ನಡೆಸಿಕೊಡುತ್ತಿದ್ದಾರೆ.: [761, 301, 923, 468]
savitha-photo: [562, 672, 923, 868]
masthead: [22, 52, 922, 74]
page-number: Page: 2: [879, 54, 922, 68]
